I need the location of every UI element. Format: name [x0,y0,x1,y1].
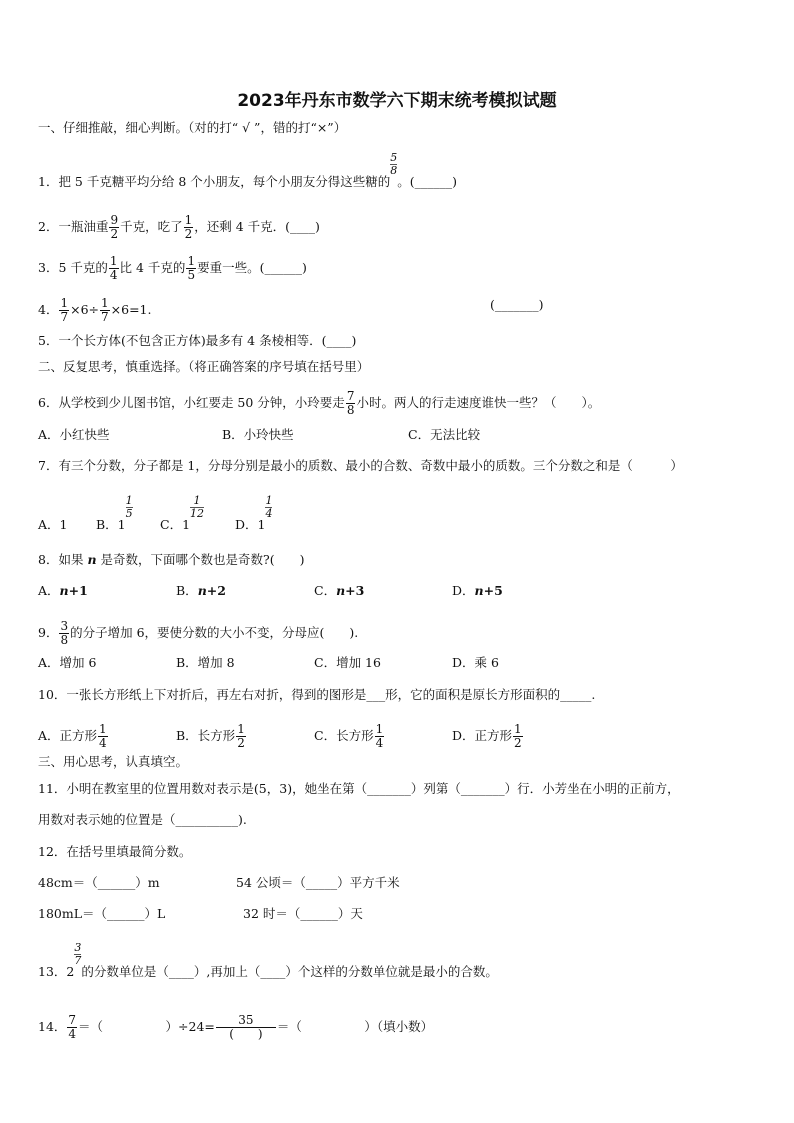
question-7-option-b-label: B．1 [96,517,126,532]
question-2-text-b: 千克，吃了 [120,219,183,234]
question-7-option-d-fraction: $\frac{1}{4}$ [265,494,273,520]
question-11-line-2: 用数对表示她的位置是（__________). [38,812,247,827]
question-9-option-b[interactable]: B．增加 8 [176,655,235,670]
question-8-option-b[interactable] [176,583,226,599]
question-12-item-2[interactable]: 54 公顷＝（_____）平方千米 [236,875,400,890]
question-4-fraction-1: $\frac{1}{7}$ [60,296,69,324]
question-10-option-d-label: D．正方形 [452,728,513,743]
question-2-fraction-2: $\frac{1}{2}$ [184,213,193,241]
question-14-fraction-1: $\frac{7}{4}$ [68,1013,77,1041]
question-8 [38,552,304,568]
question-6-option-a[interactable]: A．小红快些 [38,427,110,442]
question-8-option-d-suffix: +5 [483,583,503,598]
question-8-text-a: 8．如果 [38,552,88,567]
question-8-option-c-label: C． [314,583,337,598]
section-heading-3: 三、用心思考，认真填空。 [38,754,189,769]
question-4-number: 4． [38,302,59,317]
question-3 [38,255,307,282]
question-6-fraction: $\frac{7}{8}$ [346,389,355,417]
question-6 [38,390,600,417]
section-heading-2: 二、反复思考，慎重选择。（将正确答案的序号填在括号里） [38,359,370,374]
question-7-option-d[interactable] [235,494,273,542]
question-10-option-a[interactable] [38,723,109,750]
question-10: 10．一张长方形纸上下对折后，再左右对折，得到的图形是___形，它的面积是原长方形面积的_____. [38,687,596,702]
question-13-text-b: 的分数单位是（____）,再加上（____）个这样的分数单位就是最小的合数。 [81,964,498,979]
question-10-option-b-fraction: $\frac{1}{2}$ [237,722,245,750]
question-14-text-c: ＝（ ）（填小数） [276,1019,434,1034]
question-9-option-c[interactable]: C．增加 16 [314,655,381,670]
question-2-answer-blank[interactable]: ，还剩 4 千克．(____) [194,219,320,234]
question-6-text-b: 小时。两人的行走速度谁快一些？（ ）。 [356,395,601,410]
question-11-line-1: 11．小明在教室里的位置用数对表示是(5，3)，她坐在第（_______）列第（_______）行．小芳坐在小明的正前方， [38,781,680,796]
question-7-option-c-label: C．1 [160,517,191,532]
question-4-text-c: ×6=1. [110,302,152,317]
question-2 [38,214,320,241]
question-1 [38,151,458,199]
question-2-fraction-1: $\frac{9}{2}$ [110,213,119,241]
question-4-text-b: ×6÷ [70,302,99,317]
question-8-text-b: 是奇数，下面哪个数也是奇数?( ) [96,552,305,567]
question-2-text-a: 2．一瓶油重 [38,219,109,234]
question-4-fraction-2: $\frac{1}{7}$ [101,296,109,324]
question-10-option-c-label: C．长方形 [314,728,374,743]
question-12-item-1[interactable]: 48cm＝（______）m [38,875,160,890]
question-9-fraction: $\frac{3}{8}$ [60,619,69,647]
question-12-item-4[interactable]: 32 时＝（______）天 [243,906,363,921]
question-10-option-d[interactable] [452,723,524,750]
question-12-heading: 12．在括号里填最简分数。 [38,844,192,859]
question-8-option-a-suffix: +1 [68,583,88,598]
question-8-option-b-label: B． [176,583,198,598]
question-7-option-c[interactable] [160,494,205,542]
question-10-option-b-label: B．长方形 [176,728,236,743]
question-12-item-3[interactable]: 180mL＝（______）L [38,906,166,921]
section-heading-1: 一、仔细推敲，细心判断。（对的打“ √ ”，错的打“×”） [38,120,347,135]
question-9-text: 的分子增加 6，要使分数的大小不变，分母应( ). [70,625,359,640]
question-9-option-a[interactable]: A．增加 6 [38,655,97,670]
question-8-variable: n [87,552,97,567]
question-7: 7．有三个分数，分子都是 1，分母分别是最小的质数、最小的合数、奇数中最小的质数。三个分数之和是（ ） [38,458,683,473]
question-9 [38,620,358,647]
question-10-option-a-label: A．正方形 [38,728,98,743]
question-13-text-a: 13．2 [38,964,75,979]
question-8-option-c-variable: n [336,583,346,598]
question-1-fraction: $\frac{5}{8}$ [390,151,398,177]
question-14-number: 14． [38,1019,67,1034]
question-3-text-a: 3．5 千克的 [38,260,108,275]
question-8-option-a[interactable] [38,583,88,599]
question-7-option-c-fraction: $\frac{1}{12}$ [190,494,205,520]
question-8-option-c[interactable] [314,583,364,599]
question-3-fraction-1: $\frac{1}{4}$ [109,254,118,282]
question-14-fraction-2: $\frac{35}{( )}$ [216,1014,276,1041]
question-13-fraction: $\frac{3}{7}$ [74,941,82,967]
question-14-text-b: ＝（ ）÷24= [78,1019,215,1034]
question-6-option-b[interactable]: B．小玲快些 [222,427,294,442]
question-8-option-b-suffix: +2 [206,583,226,598]
question-10-option-c[interactable] [314,723,385,750]
question-8-option-d[interactable] [452,583,503,599]
question-10-option-c-fraction: $\frac{1}{4}$ [375,722,384,750]
question-8-option-c-suffix: +3 [345,583,365,598]
question-1-answer-blank[interactable]: 。(______) [397,174,458,189]
question-1-text: 1．把 5 千克糖平均分给 8 个小朋友，每个小朋友分得这些糖的 [38,174,391,189]
question-8-option-a-variable: n [59,583,69,598]
question-13 [38,941,498,989]
question-9-option-d[interactable]: D．乘 6 [452,655,499,670]
question-5: 5．一个长方体(不包含正方体)最多有 4 条棱相等．(____) [38,333,357,348]
question-10-option-a-fraction: $\frac{1}{4}$ [99,722,107,750]
question-9-number: 9． [38,625,59,640]
question-8-option-d-label: D． [452,583,475,598]
question-3-answer-blank[interactable]: 要重一些。(______) [197,260,307,275]
question-14 [38,1014,433,1041]
question-7-option-d-label: D．1 [235,517,266,532]
question-7-option-b-fraction: $\frac{1}{5}$ [125,494,133,520]
question-6-text-a: 6．从学校到少儿图书馆，小红要走 50 分钟，小玲要走 [38,395,345,410]
page-title: 2023年丹东市数学六下期末统考模拟试题 [237,91,557,111]
question-4 [38,297,151,324]
question-8-option-a-label: A． [38,583,60,598]
question-4-answer-blank[interactable]: (_______) [490,297,544,312]
question-10-option-d-fraction: $\frac{1}{2}$ [514,722,522,750]
question-7-option-b[interactable] [96,494,133,542]
question-3-text-b: 比 4 千克的 [119,260,186,275]
question-7-option-a[interactable]: A．1 [38,517,68,532]
question-8-option-b-variable: n [197,583,207,598]
question-3-fraction-2: $\frac{1}{5}$ [187,254,196,282]
question-8-option-d-variable: n [474,583,484,598]
question-6-option-c[interactable]: C．无法比较 [408,427,481,442]
question-10-option-b[interactable] [176,723,247,750]
